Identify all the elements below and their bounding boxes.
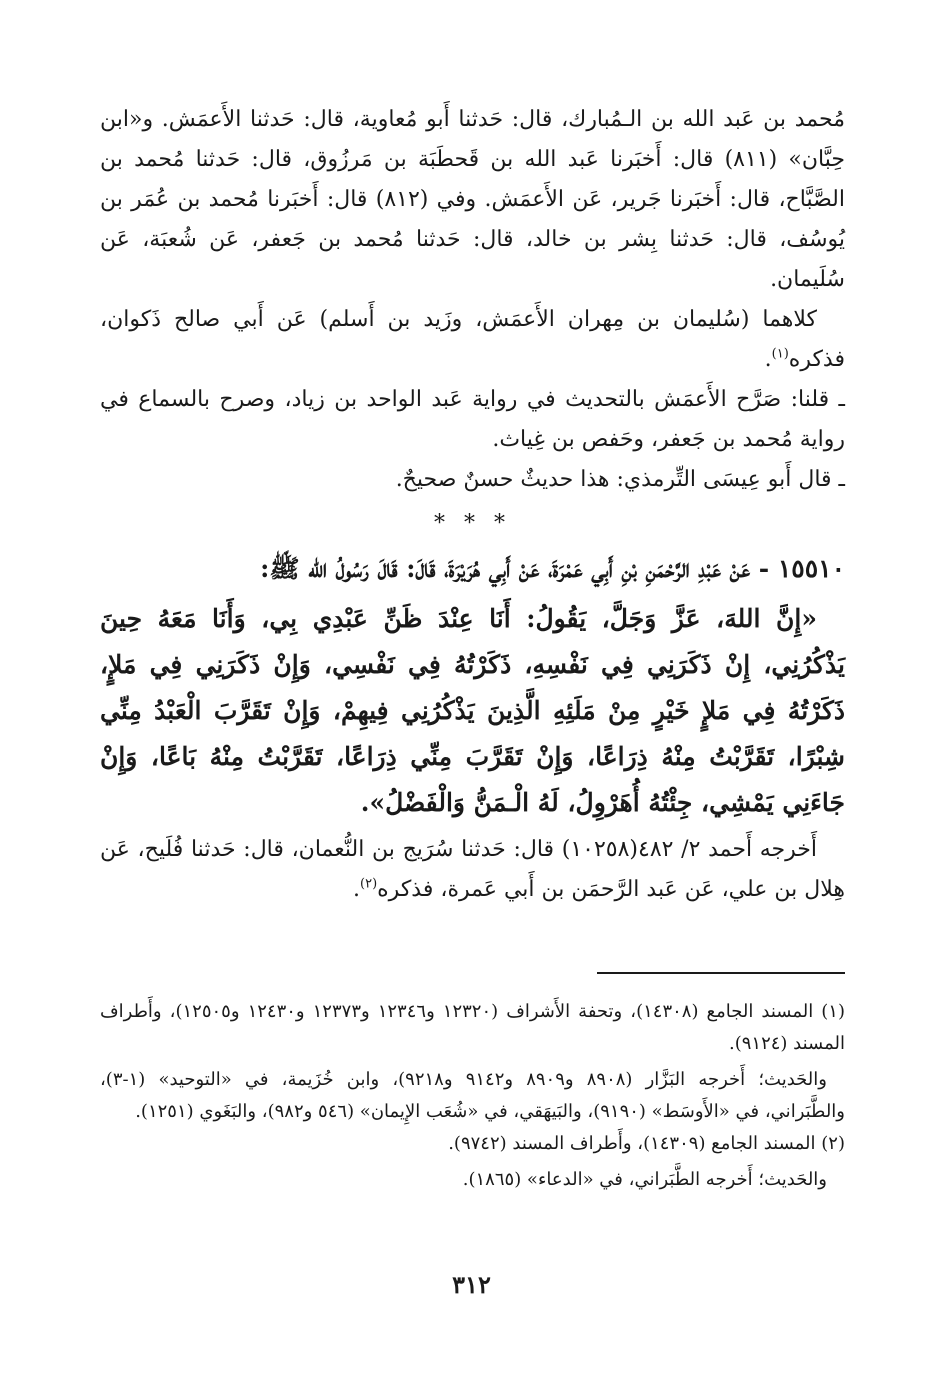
footnote-ref-2[interactable]: (٢) [360,876,378,892]
qulna-note: ـ قلنا: صَرَّح الأَعمَش بالتحديث في رواية عَبد الواحد بن زياد، وصرح بالسماع في رواية مُحمد بن جَعفر، وحَفص بن غِياث. [100,387,845,452]
both-narrators-text: كلاهما (سُليمان بن مِهران الأَعمَش، وزَيد بن أَسلم) عَن أَبي صالح ذَكوان، فذكره [100,307,845,372]
footnote-ref-1[interactable]: (١) [771,346,789,362]
footnote-divider [597,972,845,974]
footnote-1-continuation: والحَديث؛ أَخرجه البَزَّار (٨٩٠٨ و٨٩٠٩ و٩١٤٢ و٩٢١٨)، وابن خُزَيمة، في «التوحيد» (١-٣)، والطَّبَراني، في «الأَوسَط» (٩١٩٠)، والبَيهَقي، في «شُعَب الإِيمان» (٥٤٦ و٩٨٢)، والبَغَوي (١٢٥١). [100,1069,845,1122]
takhrij-paragraph [100,830,845,910]
both-narrators-end: . [764,347,772,372]
page-number: ٣١٢ [452,1270,491,1299]
main-text [100,100,845,910]
footnotes [100,996,845,1196]
takhrij-text: أَخرجه أَحمد ٢/ ٤٨٢(١٠٢٥٨) قال: حَدثنا سُرَيج بن النُّعمان، قال: حَدثنا فُلَيح، عَن هِلال بن علي، عَن عَبد الرَّحمَن بن أَبي عَمرة، فذكره [100,837,845,902]
isnad-paragraph: مُحمد بن عَبد الله بن الـمُبارك، قال: حَدثنا أَبو مُعاوية، قال: حَدثنا الأَعمَش. و«ابن حِبَّان» (٨١١) قال: أَخبَرنا عَبد الله بن قَحطَبَة بن مَرزُوق، قال: حَدثنا مُحمد بن الصَّبَّاح، قال: أَخبَرنا جَرير، عَن الأَعمَش. وفي (٨١٢) قال: أَخبَرنا مُحمد بن عُمَر بن يُوسُف، قال: حَدثنا بِشر بن خالد، قال: حَدثنا مُحمد بن جَعفر، عَن شُعبَة، عَن سُلَيمان. [100,107,845,292]
footnote-2: (٢) المسند الجامع (١٤٣٠٩)، وأَطراف المسند (٩٧٤٢). [448,1133,845,1154]
takhrij-end: . [353,877,361,902]
hadith-text: «إِنَّ اللهَ، عَزَّ وَجَلَّ، يَقُولُ: أَنَا عِنْدَ ظَنِّ عَبْدِي بِي، وَأَنَا مَعَهُ حِينَ يَذْكُرُنِي، إِنْ ذَكَرَنِي فِي نَفْسِهِ، ذَكَرْتُهُ فِي نَفْسِي، وَإِنْ ذَكَرَنِي فِي مَلإٍ، ذَكَرْتُهُ فِي مَلإٍ خَيْرٍ مِنْ مَلَئِهِ الَّذِينَ يَذْكُرُنِي فِيهِمْ، وَإِنْ تَقَرَّبَ الْعَبْدُ مِنِّي شِبْرًا، تَقَرَّبْتُ مِنْهُ ذِرَاعًا، وَإِنْ تَقَرَّبَ مِنِّي ذِرَاعًا، تَقَرَّبْتُ مِنْهُ بَاعًا، وَإِنْ جَاءَنِي يَمْشِي، جِئْتُهُ أُهَرْوِلُ، لَهُ الْـمَنُّ وَالْفَضْلُ». [100,604,845,817]
tirmidhi-note: ـ قال أَبو عِيسَى التِّرمذي: هذا حديثٌ حسنٌ صحيحٌ. [395,467,845,492]
both-narrators-line [100,300,845,380]
footnote-2-continuation: والحَديث؛ أَخرجه الطَّبَراني، في «الدعاء» (١٨٦٥). [462,1169,827,1190]
section-separator: * * * [434,511,511,536]
footnote-1: (١) المسند الجامع (١٤٣٠٨)، وتحفة الأَشراف (١٢٣٢٠ و١٢٣٤٦ و١٢٣٧٣ و١٢٤٣٠ و١٢٥٠٥)، وأَطراف المسند (٩١٢٤). [100,1001,845,1054]
hadith-heading: ١٥٥١٠ - عَنْ عَبْدِ الرَّحْمَنِ بْنِ أَبِي عَمْرَةَ، عَنْ أَبِي هُرَيْرَةَ، قَالَ: قَالَ رَسُولُ الله ﷺ: [260,554,845,583]
